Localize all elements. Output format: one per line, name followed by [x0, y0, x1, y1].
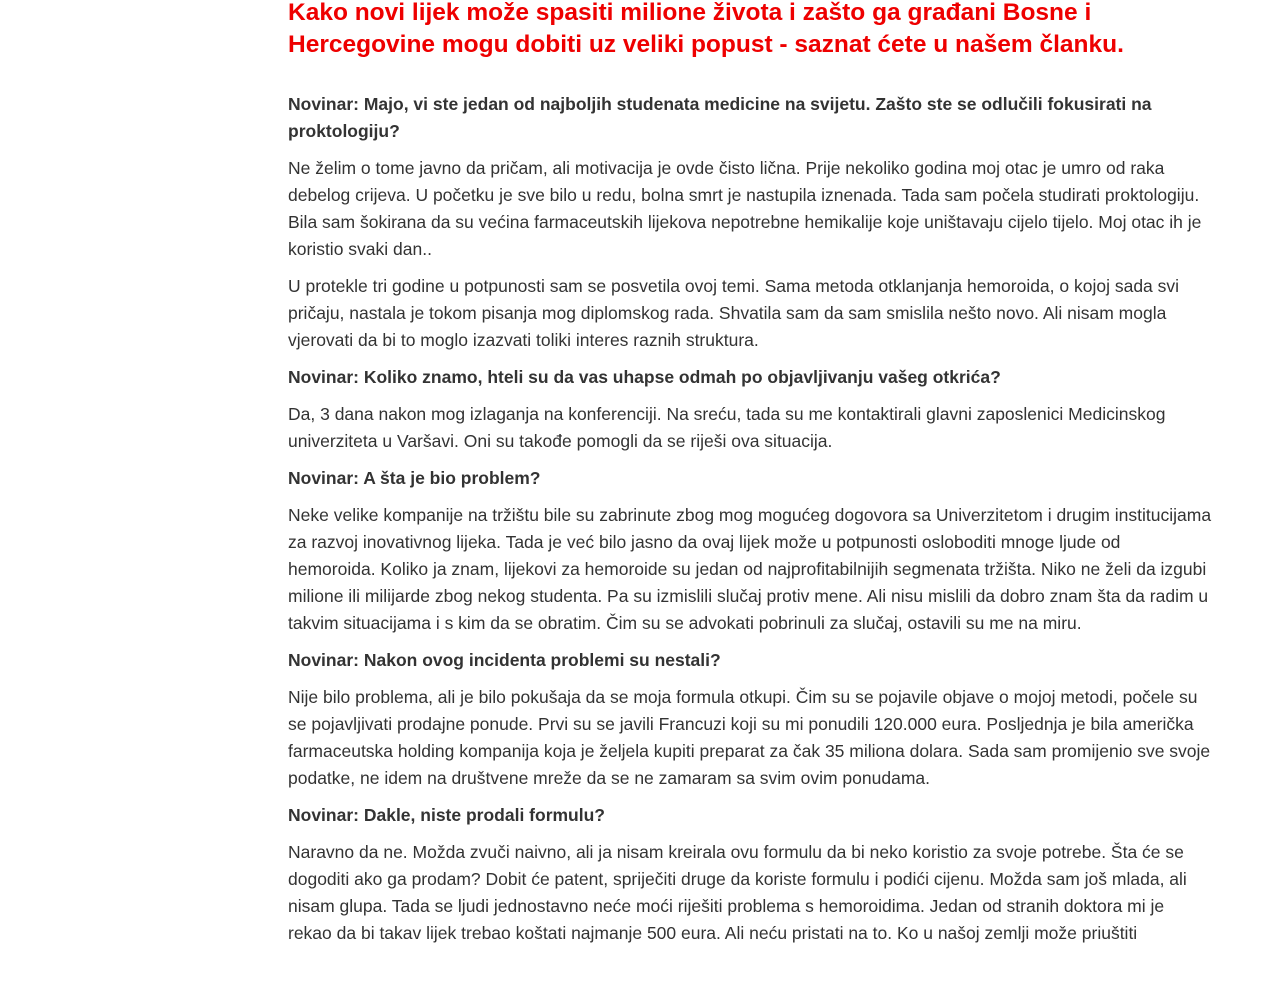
- interview-question: Novinar: Majo, vi ste jedan od najboljih studenata medicine na svijetu. Zašto ste se odlučili fokusirati na proktologiju?: [288, 94, 1152, 141]
- interview-question: Novinar: Dakle, niste prodali formulu?: [288, 805, 605, 825]
- interview-answer: Ne želim o tome javno da pričam, ali motivacija je ovde čisto lična. Prije nekoliko godina moj otac je umro od raka debelog crijeva. U početku je sve bilo u redu, bolna smrt je nastupila iznenada. Tada sam počela studirati proktologiju. Bila sam šokirana da su većina farmaceutskih lijekova nepotrebne hemikalije koje uništavaju cijelo tijelo. Moj otac ih je koristio svaki dan..: [288, 158, 1202, 259]
- interview-answer: U protekle tri godine u potpunosti sam se posvetila ovoj temi. Sama metoda otklanjanja hemoroida, o kojoj sada svi pričaju, nastala je tokom pisanja mog diplomskog rada. Shvatila sam da sam smislila nešto novo. Ali nisam mogla vjerovati da bi to moglo izazvati toliki interes raznih struktura.: [288, 276, 1180, 350]
- interview-answer: Naravno da ne. Možda zvuči naivno, ali ja nisam kreirala ovu formulu da bi neko koristio za svoje potrebe. Šta će se dogoditi ako ga prodam? Dobit će patent, spriječiti druge da koriste formulu i podići cijenu. Možda sam još mlada, ali nisam glupa. Tada se ljudi jednostavno neće moći riješiti problema s hemoroidima. Jedan od stranih doktora mi je rekao da bi takav lijek trebao koštati najmanje 500 eura. Ali neću pristati na to. Ko u našoj zemlji može priuštiti: [288, 842, 1187, 943]
- interview-answer: Nije bilo problema, ali je bilo pokušaja da se moja formula otkupi. Čim su se pojavile objave o mojoj metodi, počele su se pojavljivati prodajne ponude. Prvi su se javili Francuzi koji su mi ponudili 120.000 eura. Posljednja je bila američka farmaceutska holding kompanija koja je željela kupiti preparat za čak 35 miliona dolara. Sada sam promijenio sve svoje podatke, ne idem na društvene mreže da se ne zamaram sa svim ovim ponudama.: [288, 687, 1211, 788]
- interview-question: Novinar: A šta je bio problem?: [288, 468, 541, 488]
- interview-answer: Da, 3 dana nakon mog izlaganja na konferenciji. Na sreću, tada su me kontaktirali glavni zaposlenici Medicinskog univerziteta u Varšavi. Oni su takođe pomogli da se riješi ova situacija.: [288, 404, 1166, 451]
- interview-question: Novinar: Nakon ovog incidenta problemi su nestali?: [288, 650, 721, 670]
- interview-question: Novinar: Koliko znamo, hteli su da vas uhapse odmah po objavljivanju vašeg otkrića?: [288, 367, 1001, 387]
- article-content: [288, 91, 1212, 947]
- article-headline: Kako novi lijek može spasiti milione života i zašto ga građani Bosne i Hercegovine mogu dobiti uz veliki popust - saznat ćete u našem članku.: [288, 0, 1124, 58]
- article: [288, 0, 1212, 957]
- interview-answer: Neke velike kompanije na tržištu bile su zabrinute zbog mog mogućeg dogovora sa Univerzitetom i drugim institucijama za razvoj inovativnog lijeka. Tada je već bilo jasno da ovaj lijek može u potpunosti osloboditi mnoge ljude od hemoroida. Koliko ja znam, lijekovi za hemoroide su jedan od najprofitabilnijih segmenata tržišta. Niko ne želi da izgubi milione ili milijarde zbog nekog studenta. Pa su izmislili slučaj protiv mene. Ali nisu mislili da dobro znam šta da radim u takvim situacijama i s kim da se obratim. Čim su se advokati pobrinuli za slučaj, ostavili su me na miru.: [288, 505, 1212, 633]
